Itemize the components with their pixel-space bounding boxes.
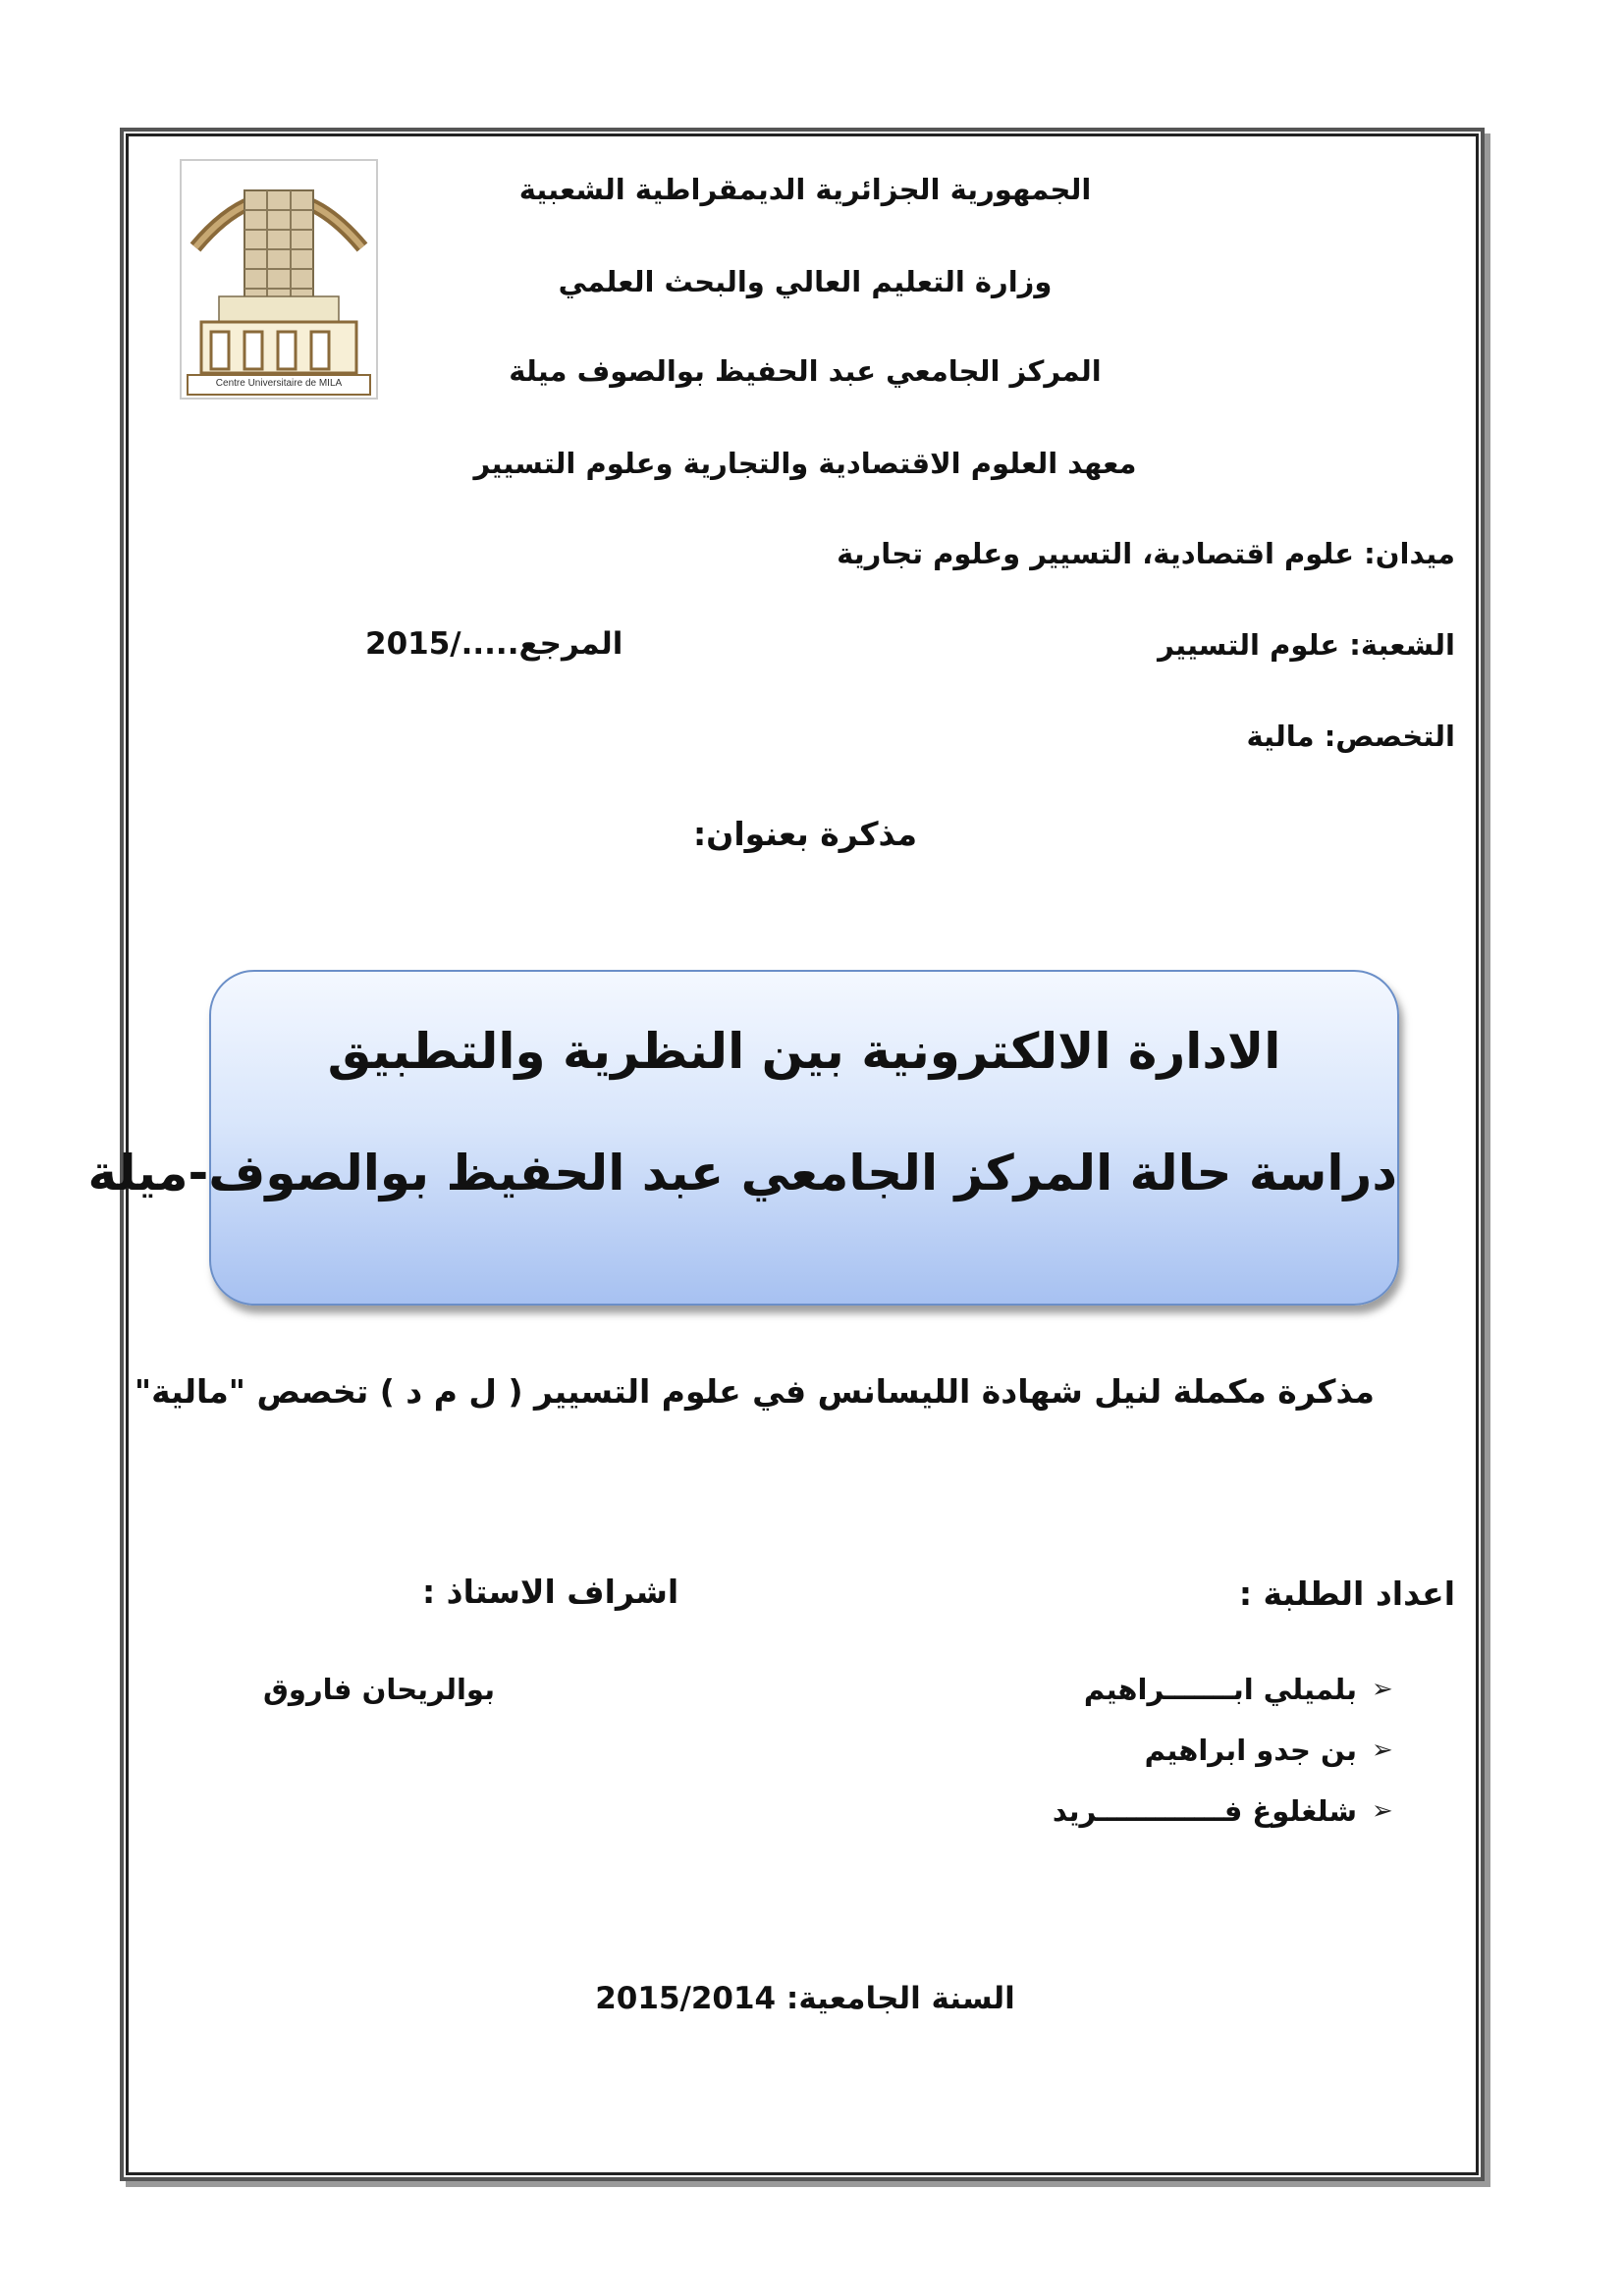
academic-year: السنة الجامعية: 2015/2014 [595,1981,1015,2016]
header-republic: الجمهورية الجزائرية الديمقراطية الشعبية [518,173,1092,206]
student-name-3: شلغلوغ فـــــــــــــريد [1052,1794,1357,1828]
degree-text: مذكرة مكملة لنيل شهادة الليسانس في علوم التسيير ( ل م د ) تخصص "مالية" [134,1372,1375,1411]
bullet-arrow-icon: ➢ [1372,1796,1393,1826]
thesis-title: الادارة الالكترونية بين النظرية والتطبيق [327,1023,1281,1080]
building-emblem-icon [182,161,376,398]
students-label: اعداد الطلبة : [1238,1575,1455,1613]
university-logo [180,159,378,400]
student-name-2: بن جدو ابراهيم [1144,1734,1357,1767]
header-university: المركز الجامعي عبد الحفيظ بوالصوف ميلة [509,354,1102,388]
memo-heading: مذكرة بعنوان: [692,815,918,853]
header-ministry: وزارة التعليم العالي والبحث العلمي [558,265,1053,298]
supervisor-name: بوالريحان فاروق [263,1673,495,1706]
specialty-line: التخصص: مالية [1246,720,1455,753]
reference-line: المرجع...../2015 [365,626,623,662]
thesis-subtitle: دراسة حالة المركز الجامعي عبد الحفيظ بوالصوف-ميلة [87,1145,1397,1201]
supervisor-label: اشراف الاستاذ : [422,1573,679,1611]
bullet-arrow-icon: ➢ [1372,1735,1393,1765]
field-line: ميدان: علوم اقتصادية، التسيير وعلوم تجارية [837,537,1455,570]
student-name-1: بلميلي ابـــــــراهيم [1083,1673,1357,1706]
title-box [87,970,1399,1306]
header-institute: معهد العلوم الاقتصادية والتجارية وعلوم التسيير [473,447,1137,480]
logo-caption: Centre Universitaire de MILA [215,378,343,389]
bullet-arrow-icon: ➢ [1372,1675,1393,1704]
branch-line: الشعبة: علوم التسيير [1158,628,1455,662]
